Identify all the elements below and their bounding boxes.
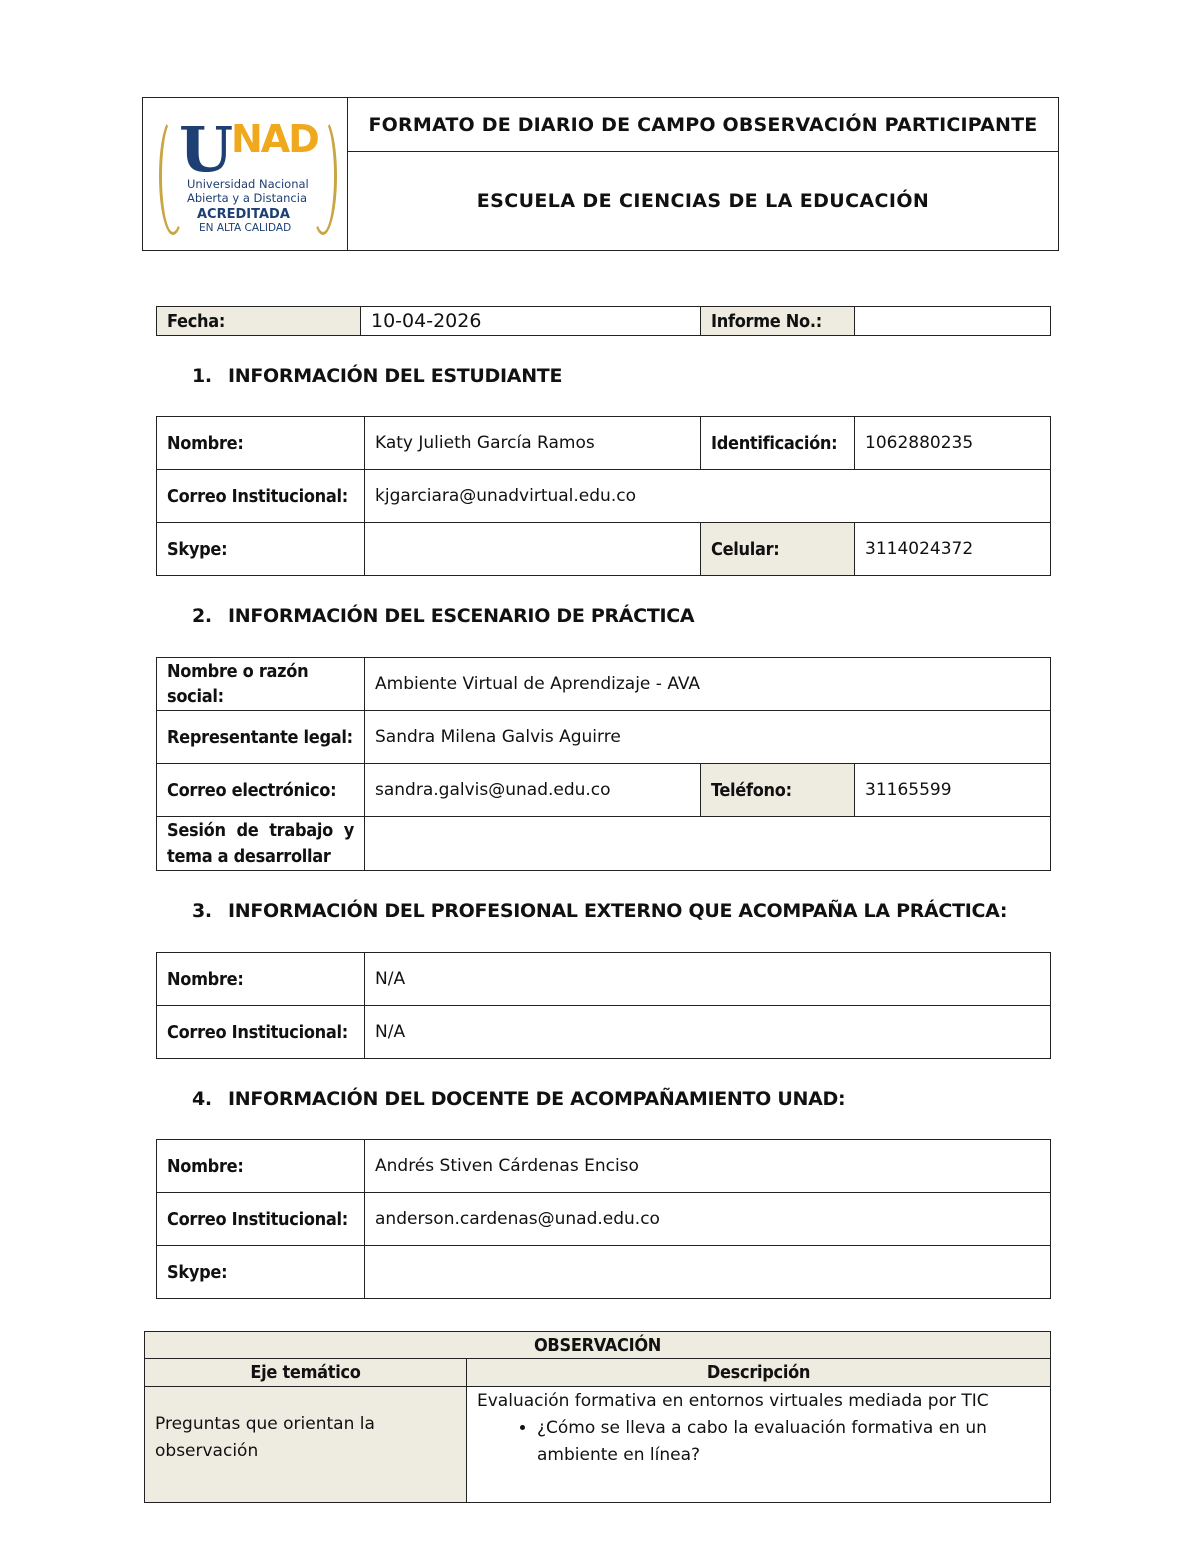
section-1-number: 1. xyxy=(192,365,212,387)
student-phone-value: 3114024372 xyxy=(855,523,1051,576)
student-id-value: 1062880235 xyxy=(855,417,1051,470)
section-2-number: 2. xyxy=(192,605,212,627)
scenario-session-label: Sesión de trabajo y tema a desarrollar xyxy=(157,817,365,871)
informe-value xyxy=(855,307,1051,336)
external-name-label: Nombre: xyxy=(157,953,365,1006)
section-1-heading xyxy=(192,365,562,387)
section-4-title: INFORMACIÓN DEL DOCENTE DE ACOMPAÑAMIENTO UNAD: xyxy=(228,1088,846,1110)
scenario-email-value: sandra.galvis@unad.edu.co xyxy=(365,764,701,817)
observation-title: OBSERVACIÓN xyxy=(145,1332,1051,1359)
section-3-title: INFORMACIÓN DEL PROFESIONAL EXTERNO QUE ACOMPAÑA LA PRÁCTICA: xyxy=(228,900,1008,922)
teacher-email-value: anderson.cardenas@unad.edu.co xyxy=(365,1193,1051,1246)
scenario-email-label: Correo electrónico: xyxy=(157,764,365,817)
scenario-rep-value: Sandra Milena Galvis Aguirre xyxy=(365,711,1051,764)
fecha-label: Fecha: xyxy=(157,307,361,336)
section-2-heading xyxy=(192,605,694,627)
observation-row-label: Preguntas que orientan la observación xyxy=(145,1387,467,1503)
student-email-label: Correo Institucional: xyxy=(157,470,365,523)
scenario-name-label: Nombre o razón social: xyxy=(157,658,365,711)
scenario-rep-label: Representante legal: xyxy=(157,711,365,764)
observation-row-heading: Evaluación formativa en entornos virtuales mediada por TIC xyxy=(477,1391,989,1411)
teacher-name-label: Nombre: xyxy=(157,1140,365,1193)
informe-label: Informe No.: xyxy=(701,307,855,336)
external-name-value: N/A xyxy=(365,953,1051,1006)
logo-nad: NAD xyxy=(231,117,318,161)
logo-line1: Universidad Nacional xyxy=(187,177,309,191)
observation-col-eje: Eje temático xyxy=(145,1359,467,1387)
scenario-phone-label: Teléfono: xyxy=(701,764,855,817)
student-phone-label: Celular: xyxy=(701,523,855,576)
section-4-number: 4. xyxy=(192,1088,212,1110)
external-email-label: Correo Institucional: xyxy=(157,1006,365,1059)
teacher-skype-value xyxy=(365,1246,1051,1299)
scenario-session-value xyxy=(365,817,1051,871)
section-4-heading xyxy=(192,1088,845,1110)
student-skype-value xyxy=(365,523,701,576)
student-id-label: Identificación: xyxy=(701,417,855,470)
meta-table xyxy=(156,306,1051,336)
logo-cell xyxy=(143,98,348,251)
section-1-title: INFORMACIÓN DEL ESTUDIANTE xyxy=(228,365,563,387)
scenario-table xyxy=(156,657,1051,871)
student-name-value: Katy Julieth García Ramos xyxy=(365,417,701,470)
teacher-name-value: Andrés Stiven Cárdenas Enciso xyxy=(365,1140,1051,1193)
scenario-phone-value: 31165599 xyxy=(855,764,1051,817)
teacher-table xyxy=(156,1139,1051,1299)
form-title: FORMATO DE DIARIO DE CAMPO OBSERVACIÓN PARTICIPANTE xyxy=(348,98,1059,152)
section-2-title: INFORMACIÓN DEL ESCENARIO DE PRÁCTICA xyxy=(228,605,695,627)
fecha-value: 10-04-2026 xyxy=(361,307,701,336)
scenario-name-value: Ambiente Virtual de Aprendizaje - AVA xyxy=(365,658,1051,711)
student-name-label: Nombre: xyxy=(157,417,365,470)
logo-accredited: ACREDITADA xyxy=(197,207,290,222)
student-email-value: kjgarciara@unadvirtual.edu.co xyxy=(365,470,1051,523)
student-table xyxy=(156,416,1051,576)
logo-university-name xyxy=(187,177,309,205)
section-3-heading xyxy=(192,900,1007,922)
observation-row-description xyxy=(467,1387,1051,1503)
school-title: ESCUELA DE CIENCIAS DE LA EDUCACIÓN xyxy=(348,152,1059,251)
section-3-number: 3. xyxy=(192,900,212,922)
observation-col-descripcion: Descripción xyxy=(467,1359,1051,1387)
teacher-skype-label: Skype: xyxy=(157,1246,365,1299)
logo-line2: Abierta y a Distancia xyxy=(187,191,307,205)
observation-table xyxy=(144,1331,1051,1503)
external-table xyxy=(156,952,1051,1059)
header-table xyxy=(142,97,1059,251)
observation-question-item: • ¿Cómo se lleva a cabo la evaluación formativa en un ambiente en línea? xyxy=(537,1415,1040,1469)
student-skype-label: Skype: xyxy=(157,523,365,576)
logo-quality: EN ALTA CALIDAD xyxy=(199,222,292,234)
teacher-email-label: Correo Institucional: xyxy=(157,1193,365,1246)
logo-u: U xyxy=(179,113,234,186)
external-email-value: N/A xyxy=(365,1006,1051,1059)
observation-questions-list xyxy=(477,1415,1040,1469)
unad-logo xyxy=(143,99,347,249)
